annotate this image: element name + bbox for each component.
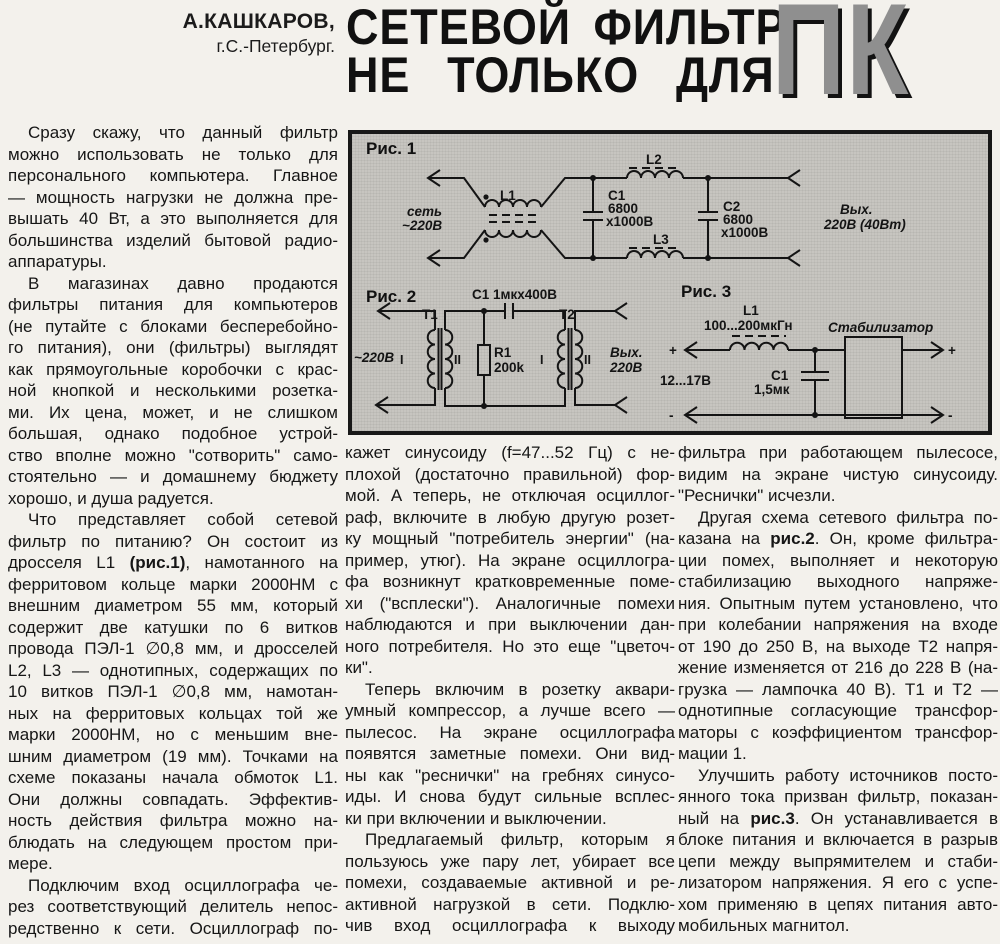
text-line: жение изменяется от 216 до 228 В (на- [678, 658, 998, 677]
fig3-stabilizer-label: Стабилизатор [828, 320, 934, 335]
text-line: Сразу скажу, что данный фильтр [28, 123, 338, 142]
page-title-line2: НЕ ТОЛЬКО ДЛЯ [346, 47, 775, 103]
fig3-out-minus: - [948, 408, 953, 423]
text-line: пользуюсь уже пару лет, убирает все [345, 851, 675, 871]
text-line: дросселя L1 (рис.1), намотанного на [8, 553, 338, 572]
fig2-c1-series [445, 303, 565, 330]
fig1-node [705, 255, 711, 261]
text-line: блоке питания и включается в разрыв [678, 830, 998, 849]
fig1-c1-name: С1 [608, 188, 626, 203]
fig2-r1-val: 200k [494, 360, 525, 375]
text-line: мации 1. [678, 744, 747, 763]
text-line: большая, однако подобное устрой- [8, 424, 338, 443]
text-line: Они должны совпадать. Эффектив- [8, 789, 338, 809]
text-line: ны как "реснички" на гребнях синусо- [345, 765, 675, 785]
fig1-l3-label: L3 [653, 232, 669, 247]
text-line: рез соответствующий делитель непос- [8, 897, 338, 916]
fig3-c1-val: 1,5мк [754, 382, 790, 397]
fig2-t1-core [439, 328, 442, 390]
text-line: при колебании напряжения на входе [678, 615, 998, 634]
text-line: ных на ферритовых кольцах той же [8, 703, 338, 723]
text-line: ного потребителя. Но это еще "цветоч- [345, 636, 675, 656]
text-line: Теперь включим в розетку аквари- [365, 679, 675, 699]
text-line: казана на рис.2. Он, кроме фильтра- [678, 529, 998, 548]
fig2-c1-label: С1 1мкх400В [472, 287, 558, 302]
fig1-c2-name: С2 [723, 199, 741, 214]
text-line: стоятельно — и домашнему бюджету [8, 467, 338, 486]
fig1-c1-val: 6800 [608, 201, 639, 216]
text-line: редственно к сети. Осциллограф по- [8, 918, 338, 938]
text-line: провода ПЭЛ-1 ∅0,8 мм, и дросселей [8, 639, 338, 658]
fig2-t2-core [569, 328, 572, 390]
fig3-in-voltage: 12...17В [660, 373, 712, 388]
fig2-t2-label: Т2 [559, 307, 575, 322]
fig2-t2-winding1 [558, 330, 565, 388]
fig2-node [481, 403, 487, 409]
text-line: содержит две катушки по 6 витков [8, 617, 338, 637]
text-line: схеме показаны начала обмоток L1. [8, 768, 338, 787]
fig2-in-voltage: ~220В [354, 350, 395, 365]
text-line: пример, утюг). На экране осциллогра- [345, 550, 675, 570]
text-line: появятся заметные помехи. Они вид- [345, 744, 675, 763]
fig1-node [590, 255, 596, 261]
fig1-l1-dot-top [483, 194, 488, 199]
fig1-node [590, 175, 596, 181]
text-line: ку мощный "потребитель энергии" (на- [345, 529, 675, 548]
page-title-line1: СЕТЕВОЙ ФИЛЬТР [346, 0, 787, 55]
text-line: Улучшить работу источников посто- [698, 765, 998, 785]
text-line: "Реснички" исчезли. [678, 486, 836, 505]
page-title-pk: ПК [772, 0, 910, 122]
schematics-panel [348, 130, 992, 435]
author-name: А.КАШКАРОВ, [182, 10, 335, 33]
text-line: Другая схема сетевого фильтра по- [698, 507, 998, 527]
fig2-wire [575, 311, 615, 330]
fig2-t1-w2-label: II [454, 353, 461, 367]
text-line: В магазинах давно продаются [28, 273, 338, 293]
fig3-stabilizer-box [845, 337, 902, 418]
fig1-l1-dot-bottom [483, 237, 488, 242]
fig1-wire [541, 230, 627, 258]
text-line: персонального компьютера. Главное [8, 166, 338, 185]
text-line: ный на рис.3. Он устанавливается в [678, 808, 998, 828]
text-line: шним диаметром (19 мм). Точками на [8, 746, 338, 766]
fig1-caption: Рис. 1 [366, 139, 417, 158]
text-line: внешним диаметром 55 мм, который [8, 596, 338, 615]
text-line: фа возникнут кратковременные поме- [345, 572, 675, 591]
text-column-middle [345, 442, 675, 937]
schematics-svg [352, 134, 988, 431]
fig2-schematic [354, 287, 643, 413]
text-line: хи ("всплески"). Аналогичные помехи [345, 593, 675, 613]
text-line: блюдать на следующем простом при- [8, 832, 338, 852]
text-line: ки при включении и выключении. [345, 808, 607, 828]
text-line: однотипные согласующие трансфор- [678, 701, 998, 720]
fig2-output-arrow-bottom-icon [615, 397, 627, 413]
text-line: ции помех, выполняет и некоторую [678, 550, 998, 570]
text-column-left [8, 122, 338, 939]
fig2-out-value: 220В [610, 360, 643, 375]
fig1-out-label: Вых. [840, 202, 873, 217]
text-line: мобильных магнитол. [678, 916, 850, 935]
text-line: хом применяю в цепях питания авто- [678, 894, 998, 914]
fig1-node [705, 175, 711, 181]
fig2-t2-w2-label: II [584, 353, 591, 367]
fig3-in-plus: + [669, 343, 677, 358]
text-line: Предлагаемый фильтр, которым я [365, 830, 675, 849]
fig2-r1-name: R1 [494, 345, 512, 360]
fig2-t1-w1-label: I [400, 353, 404, 367]
text-line: го питания), они (фильтры) выглядят [8, 338, 338, 357]
text-line: раф, включите в любую другую розет- [345, 507, 675, 527]
fig2-wire [575, 388, 615, 405]
fig1-schematic [366, 139, 906, 266]
text-line: ния. Опытным путем установлено, что [678, 593, 998, 613]
text-line: цепи между выпрямителем и стаби- [678, 851, 998, 871]
fig1-output-arrow-top-icon [788, 170, 800, 186]
text-line: активной нагрузкой в сети. Подклю- [345, 894, 675, 914]
fig2-wire [376, 388, 435, 405]
text-line: ми. Их цена, может, и не слишком [8, 402, 338, 422]
text-line: стабилизацию выходного напряже- [678, 572, 998, 591]
text-line: помехи, создаваемые активной и ре- [345, 873, 675, 892]
text-line: маторы с коэффициентом трансфор- [678, 722, 998, 742]
fig3-c1-capacitor [801, 350, 829, 415]
fig1-l1-label: L1 [500, 188, 516, 203]
text-line: видим на экране чистую синусоиду. [678, 464, 998, 484]
fig3-in-minus: - [669, 408, 674, 423]
text-line: (не путайте с блоками бесперебойно- [8, 316, 338, 336]
text-line: L2, L3 — однотипных, содержащих по [8, 660, 338, 680]
fig2-t2-winding2 [575, 330, 582, 388]
fig3-caption: Рис. 3 [681, 282, 732, 301]
fig2-t2-w1-label: I [540, 353, 544, 367]
fig1-net-label: сеть [407, 204, 443, 219]
fig3-out-plus: + [948, 343, 956, 358]
text-line: ность действия фильтра можно на- [8, 811, 338, 830]
text-line: пылесос. На экране осциллографа [345, 722, 675, 742]
fig3-c1-name: С1 [771, 368, 789, 383]
fig3-schematic [660, 282, 956, 423]
text-line: ки". [345, 658, 373, 677]
text-line: можно использовать не только для [8, 144, 338, 164]
text-line: мой. А теперь, не отключая осциллог- [345, 486, 675, 505]
text-line: аппаратуры. [8, 252, 107, 271]
fig1-l1-coil-bottom [485, 230, 541, 237]
fig1-l3-coil [627, 251, 683, 258]
author-block [150, 10, 335, 56]
fig3-l1-val: 100...200мкГн [704, 318, 793, 333]
fig2-t1-winding1 [428, 330, 435, 388]
fig2-out-label: Вых. [610, 345, 643, 360]
fig1-net-voltage: ~220В [402, 218, 443, 233]
text-line: — мощность нагрузки не должна пре- [8, 187, 338, 207]
fig2-t1-winding2 [445, 330, 452, 388]
fig1-output-arrow-bottom-icon [788, 250, 800, 266]
text-line: чив вход осциллографа к выходу [345, 916, 675, 935]
fig1-l2-coil [627, 171, 683, 178]
text-line: фильтра при работающем пылесосе, [678, 443, 998, 462]
text-line: от 190 до 250 В, на выходе Т2 напря- [678, 636, 998, 656]
text-line: ной кнопкой и несколькими розетка- [8, 381, 338, 400]
text-line: Подключим вход осциллографа че- [28, 875, 338, 895]
fig2-caption: Рис. 2 [366, 287, 417, 306]
text-line: иды. И снова будут сильные всплес- [345, 787, 675, 806]
text-line: грузка — лампочка 40 В). Т1 и Т2 — [678, 679, 998, 699]
text-line: плохой (достаточно правильной) фор- [345, 464, 675, 484]
fig1-c1-volt: х1000В [606, 214, 654, 229]
fig1-c1-capacitor [583, 178, 603, 258]
fig1-out-value: 220В (40Вт) [824, 217, 906, 232]
fig3-l1-name: L1 [743, 303, 759, 318]
fig1-wire [428, 230, 485, 258]
fig2-r1-resistor [478, 345, 490, 375]
text-line: ство вполне можно "сотворить" само- [8, 445, 338, 465]
text-line: 10 витков ПЭЛ-1 ∅0,8 мм, намотан- [8, 682, 338, 701]
text-line: умный компрессор, а лучше всего — [345, 701, 675, 720]
fig2-t1-label: Т1 [422, 307, 438, 322]
text-line: наблюдаются и при выключении дан- [345, 615, 675, 634]
fig2-wire [445, 388, 565, 406]
fig1-c2-volt: х1000В [721, 225, 769, 240]
text-line: ферритовом кольце марки 2000НМ с [8, 574, 338, 594]
fig1-c2-val: 6800 [723, 212, 754, 227]
fig3-l1-coil [730, 343, 788, 350]
text-line: лизатором напряжения. Я его с успе- [678, 873, 998, 892]
text-line: мере. [8, 854, 53, 873]
text-line: кажет синусоиду (f=47...52 Гц) с не- [345, 443, 675, 462]
text-line: Что представляет собой сетевой [28, 510, 338, 529]
text-column-right [678, 442, 998, 937]
text-line: большинства изделий бытовой радио- [8, 230, 338, 250]
text-line: марки 2000НМ, но с меньшим вне- [8, 725, 338, 744]
fig2-output-arrow-top-icon [615, 303, 627, 319]
fig1-c2-capacitor [698, 178, 718, 258]
text-line: как прямоугольные коробочки с крас- [8, 359, 338, 379]
text-line: вышать 40 Вт, а это выполняется для [8, 209, 338, 228]
fig1-wire [428, 178, 485, 207]
fig1-l2-label: L2 [646, 152, 662, 167]
text-line: фильтр по питанию? Он состоит из [8, 531, 338, 551]
text-line: фильтры питания для компьютеров [8, 295, 338, 314]
text-line: янного тока призван фильтр, показан- [678, 787, 998, 806]
text-line: хорошо, и душа радуется. [8, 488, 214, 508]
author-city: г.С.-Петербург. [216, 36, 335, 57]
